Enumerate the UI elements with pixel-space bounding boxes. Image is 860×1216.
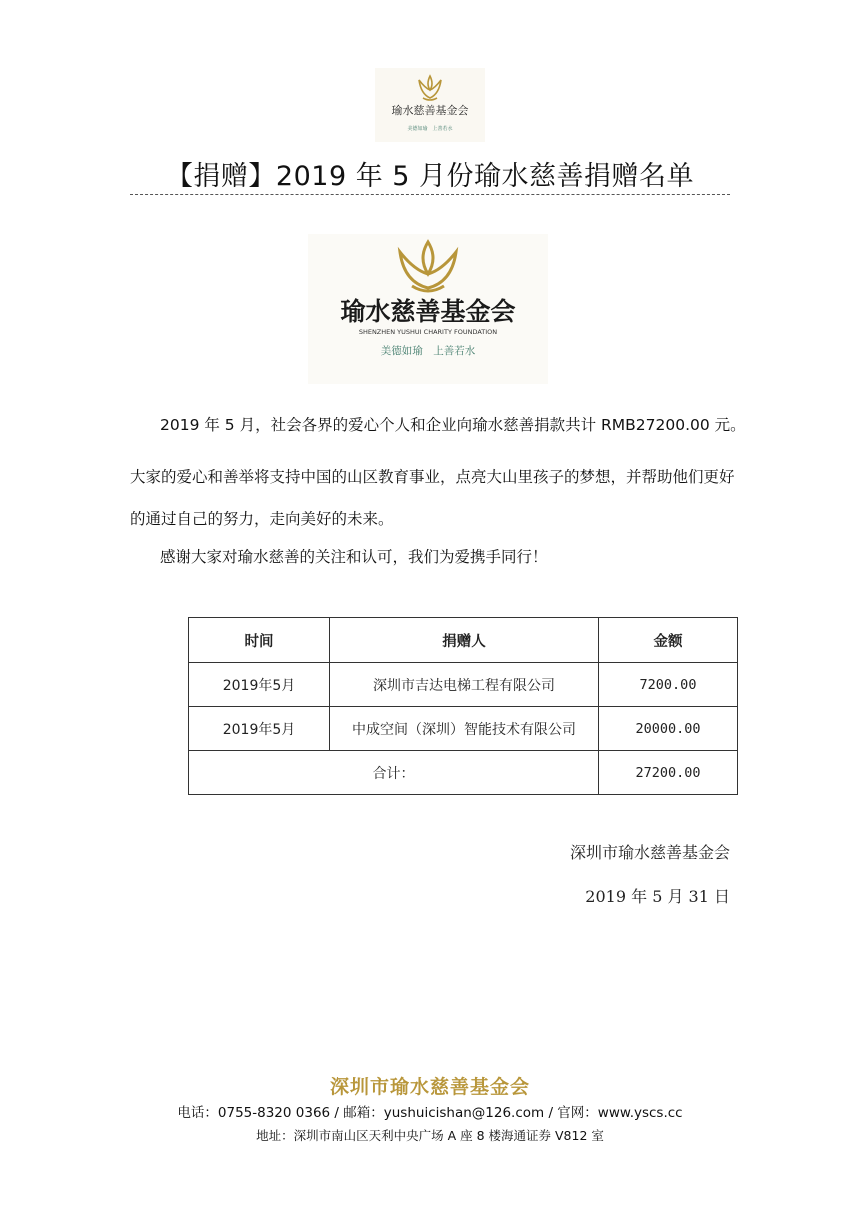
total-label: 合计： [189, 751, 599, 795]
lotus-icon [400, 242, 456, 291]
footer-org-name: 深圳市瑜水慈善基金会 [329, 1076, 530, 1098]
total-amount: 27200.00 [599, 751, 738, 795]
table-total-row [189, 751, 738, 795]
logo-name: 瑜水慈善基金会 [391, 104, 469, 117]
title-divider [130, 194, 730, 195]
header-amount: 金额 [599, 618, 738, 663]
lotus-icon [419, 76, 441, 100]
row-amount: 20000.00 [599, 707, 738, 751]
logo-motto-large: 美德如瑜 上善若水 [380, 345, 476, 357]
header-time: 时间 [189, 618, 330, 663]
row-donor: 中成空间（深圳）智能技术有限公司 [330, 707, 599, 751]
page-title: 【捐赠】2019 年 5 月份瑜水慈善捐赠名单 [165, 161, 695, 192]
donation-table [188, 617, 738, 795]
thanks-paragraph: 感谢大家对瑜水慈善的关注和认可，我们为爱携手同行！ [160, 548, 548, 566]
footer-contact: 电话：0755-8320 0366 / 邮箱：yushuicishan@126.com / 官网：www.yscs.cc [177, 1105, 683, 1121]
header-donor: 捐赠人 [330, 618, 599, 663]
row-amount: 7200.00 [599, 663, 738, 707]
row-donor: 深圳市吉达电梯工程有限公司 [330, 663, 599, 707]
signature-date: 2019 年 5 月 31 日 [585, 887, 730, 906]
row-time: 2019年5月 [189, 707, 330, 751]
support-paragraph: 大家的爱心和善举将支持中国的山区教育事业，点亮大山里孩子的梦想，并帮助他们更好的通过自己的努力，走向美好的未来。 [130, 468, 735, 528]
table-header-row [189, 618, 738, 663]
header-logo [375, 68, 485, 142]
logo-english-name: SHENZHEN YUSHUI CHARITY FOUNDATION [358, 328, 498, 336]
footer-address: 地址：深圳市南山区天利中央广场 A 座 8 楼海通证券 V812 室 [256, 1128, 604, 1143]
summary-paragraph: 2019 年 5 月，社会各界的爱心个人和企业向瑜水慈善捐款共计 RMB27200.00 元。 [160, 416, 746, 434]
table-row [189, 663, 738, 707]
signature-org: 深圳市瑜水慈善基金会 [569, 843, 730, 862]
logo-name-large: 瑜水慈善基金会 [340, 297, 516, 326]
row-time: 2019年5月 [189, 663, 330, 707]
foundation-logo [308, 234, 548, 384]
logo-motto: 美德如瑜 上善若水 [407, 126, 453, 132]
table-row [189, 707, 738, 751]
